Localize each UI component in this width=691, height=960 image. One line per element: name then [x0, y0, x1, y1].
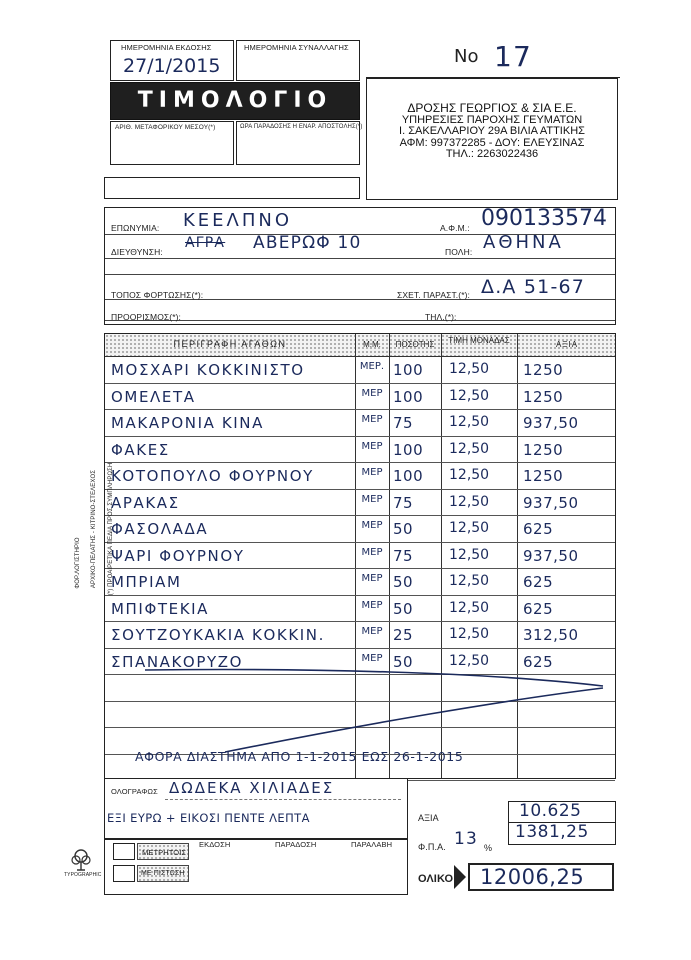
credit-checkbox[interactable]	[113, 865, 135, 882]
customer-name-label: ΕΠΩΝΥΜΙΑ:	[111, 223, 160, 233]
total-label: ΟΛΙΚΟ	[418, 873, 454, 885]
row-quantity: 50	[393, 599, 414, 618]
row-description: ΣΠΑΝΑΚΟΡΥΖΟ	[111, 652, 244, 671]
header-unit: Μ.Μ.	[363, 340, 381, 349]
row-description: ΜΟΣΧΑΡΙ ΚΟΚΚΙΝΙΣΤΟ	[111, 361, 305, 379]
vat-rate: 13	[454, 829, 479, 849]
row-unit-price: 12,50	[449, 493, 490, 510]
phone-label: ΤΗΛ.(*):	[425, 312, 457, 322]
period-note: ΑΦΟΡΑ ΔΙΑΣΤΗΜΑ ΑΠΟ 1-1-2015 ΕΩΣ 26-1-2015	[135, 749, 464, 764]
number-box	[366, 40, 620, 78]
row-value: 312,50	[523, 626, 579, 644]
row-unit-price: 12,50	[449, 652, 490, 669]
destination-label: ΠΡΟΟΡΙΣΜΟΣ(*):	[111, 312, 181, 322]
row-unit: ΜΕΡ	[361, 546, 383, 558]
row-quantity: 100	[393, 440, 424, 459]
vehicle-box	[110, 121, 234, 165]
row-description: ΜΑΚΑΡΟΝΙΑ ΚΙΝΑ	[111, 414, 264, 432]
table-row	[105, 437, 615, 464]
customer-afm-value: 090133574	[481, 206, 607, 231]
total-box	[468, 863, 614, 891]
table-row	[105, 357, 615, 384]
row-quantity: 50	[393, 520, 414, 538]
cash-tag	[137, 843, 189, 860]
customer-address-struck: ΑΓΡΑ	[185, 235, 226, 251]
related-doc-value: Δ.Α 51-67	[481, 276, 586, 298]
row-unit-price: 12,50	[449, 573, 490, 589]
words-box	[104, 779, 408, 839]
side-notes	[58, 410, 114, 670]
dispatch-time-label: ΩΡΑ ΠΑΡΑΔΟΣΗΣ Η ΕΝΑΡ. ΑΠΟΣΤΟΛΗΣ(*)	[240, 124, 363, 130]
row-unit-price: 12,50	[449, 387, 490, 404]
row-value: 625	[523, 652, 554, 671]
credit-tag	[137, 865, 189, 882]
closing-stroke	[105, 664, 617, 754]
payment-box	[104, 839, 408, 895]
row-quantity: 100	[393, 467, 424, 485]
header-unit-price: ΤΙΜΗ ΜΟΝΑΔΑΣ	[448, 336, 510, 345]
header-description: ΠΕΡΙΓΡΑΦΗ ΑΓΑΘΩΝ	[173, 339, 287, 349]
table-row	[105, 543, 615, 570]
row-quantity: 50	[393, 573, 414, 591]
printer-logo-text: TYPOGRAPHIC	[64, 872, 102, 878]
number-label: No	[454, 46, 479, 67]
row-value: 1250	[523, 361, 564, 379]
customer-address-label: ΔΙΕΥΘΥΝΣΗ:	[111, 247, 163, 257]
header-quantity: ΠΟΣΟΤΗΣ	[395, 340, 435, 349]
row-quantity: 100	[393, 361, 424, 379]
issue-date-label: ΗΜΕΡΟΜΗΝΙΑ ΕΚΔΟΣΗΣ	[121, 43, 212, 52]
receipt-signature-label: ΠΑΡΑΛΑΒΗ	[351, 840, 393, 849]
delivery-signature-label: ΠΑΡΑΔΟΣΗ	[275, 840, 317, 849]
table-row	[105, 596, 615, 623]
side-text-2: ΑΡΧΙΚΟ-ΠΕΛΑΤΗΣ - ΚΙΤΡΙΝΟ-ΣΤΕΛΕΧΟΣ	[91, 469, 97, 589]
vat-label: Φ.Π.Α.	[418, 842, 446, 852]
issuer-phone: ΤΗΛ.: 2263022436	[445, 148, 539, 160]
value-box	[508, 801, 616, 823]
cash-label: ΜΕΤΡΗΤΟΙΣ	[142, 848, 187, 857]
table-row	[105, 622, 615, 649]
table-rows	[105, 357, 615, 717]
tree-icon	[70, 848, 92, 872]
row-unit: ΜΕΡ	[361, 440, 383, 452]
row-unit: ΜΕΡ	[361, 652, 383, 664]
row-unit: ΜΕΡ	[361, 493, 383, 505]
row-description: ΨΑΡΙ ΦΟΥΡΝΟΥ	[111, 546, 245, 565]
row-quantity: 25	[393, 626, 414, 644]
in-words-label: ΟΛΟΓΡΑΦΩΣ	[111, 787, 158, 796]
row-value: 625	[523, 599, 554, 618]
issue-date-box	[110, 40, 234, 81]
value-amount: 10.625	[519, 801, 582, 821]
row-unit: ΜΕΡ	[361, 520, 383, 531]
row-unit-price: 12,50	[449, 467, 490, 483]
row-unit-price: 12,50	[449, 546, 490, 563]
row-quantity: 50	[393, 652, 414, 671]
header-value: ΑΞΙΑ	[555, 340, 579, 349]
vat-box	[508, 823, 616, 845]
row-description: ΚΟΤΟΠΟΥΛΟ ΦΟΥΡΝΟΥ	[111, 467, 314, 485]
printer-logo	[64, 848, 102, 888]
row-unit-price: 12,50	[449, 626, 490, 642]
row-description: ΟΜΕΛΕΤΑ	[111, 387, 196, 406]
customer-name-value: ΚΕΕΛΠΝΟ	[183, 210, 293, 231]
table-row	[105, 463, 615, 490]
total-amount: 12006,25	[480, 865, 585, 889]
row-value: 1250	[523, 440, 564, 459]
number-value: 17	[494, 40, 533, 73]
transaction-date-box	[236, 40, 360, 81]
row-quantity: 75	[393, 414, 414, 432]
loading-place-label: ΤΟΠΟΣ ΦΟΡΤΩΣΗΣ(*):	[111, 290, 204, 300]
dispatch-time-box	[236, 121, 363, 165]
issuer-address: Ι. ΣΑΚΕΛΛΑΡΙΟΥ 29Α ΒΙΛΙΑ ΑΤΤΙΚΗΣ	[399, 125, 585, 137]
issuer-name: ΔΡΟΣΗΣ ΓΕΩΡΓΙΟΣ & ΣΙΑ Ε.Ε.	[407, 101, 577, 115]
row-description: ΦΑΚΕΣ	[111, 440, 170, 459]
row-value: 625	[523, 520, 554, 538]
value-label: ΑΞΙΑ	[418, 813, 439, 823]
issue-date-value: 27/1/2015	[123, 55, 221, 77]
row-value: 937,50	[523, 493, 579, 512]
row-description: ΜΠΡΙΑΜ	[111, 573, 182, 591]
row-unit: ΜΕΡ.	[359, 361, 385, 372]
issuer-tax: ΑΦΜ: 997372285 - ΔΟΥ: ΕΛΕΥΣΙΝΑΣ	[399, 136, 585, 149]
row-description: ΑΡΑΚΑΣ	[111, 493, 180, 512]
customer-city-label: ΠΟΛΗ:	[445, 247, 473, 257]
row-description: ΜΠΙΦΤΕΚΙΑ	[111, 599, 210, 618]
row-unit: ΜΕΡ	[361, 599, 383, 611]
customer-address-value: ΑΒΕΡΩΦ 10	[253, 233, 362, 253]
customer-afm-label: Α.Φ.Μ.:	[440, 223, 470, 233]
side-text-1: ΦΟΡ.ΛΟΓΙΣΤΗΡΙΟ	[75, 537, 81, 589]
table-row	[105, 516, 615, 543]
totals-column	[408, 779, 616, 899]
row-unit: ΜΕΡ	[361, 573, 383, 584]
row-value: 937,50	[523, 546, 579, 565]
row-quantity: 75	[393, 546, 414, 565]
row-unit-price: 12,50	[449, 414, 490, 430]
row-unit: ΜΕΡ	[361, 387, 383, 399]
table-row	[105, 410, 615, 437]
side-text-3: (*) ΠΡΟΑΙΡΕΤΙΚΑ ΠΕΔΙΑ ΠΡΟΣ ΣΥΜΠΛΗΡΩΣΗ	[108, 462, 114, 596]
row-value: 625	[523, 573, 554, 591]
row-unit: ΜΕΡ	[361, 414, 383, 425]
invoice-title: ΤΙΜΟΛΟΓΙΟ	[137, 88, 333, 113]
customer-city-value: ΑΘΗΝΑ	[483, 232, 564, 253]
vat-amount: 1381,25	[515, 822, 589, 842]
row-quantity: 100	[393, 387, 424, 406]
in-words-line1: ΔΩΔΕΚΑ ΧΙΛΙΑΔΕΣ	[169, 779, 335, 797]
customer-box	[104, 207, 616, 325]
issuer-activity: ΥΠΗΡΕΣΙΕΣ ΠΑΡΟΧΗΣ ΓΕΥΜΑΤΩΝ	[401, 113, 583, 126]
table-row	[105, 384, 615, 411]
row-unit-price: 12,50	[449, 361, 490, 377]
related-doc-label: ΣΧΕΤ. ΠΑΡΑΣΤ.(*):	[397, 290, 470, 300]
total-arrow-icon	[454, 865, 466, 889]
credit-label: ΜΕ ΠΙΣΤΩΣΗ	[141, 870, 185, 877]
transaction-date-label: ΗΜΕΡΟΜΗΝΙΑ ΣΥΝΑΛΛΑΓΗΣ	[244, 43, 349, 52]
table-row	[105, 490, 615, 517]
in-words-line2: ΕΞΙ ΕΥΡΩ + ΕΙΚΟΣΙ ΠΕΝΤΕ ΛΕΠΤΑ	[107, 811, 310, 825]
issuer-box	[366, 78, 618, 200]
vehicle-label: ΑΡΙΘ. ΜΕΤΑΦΟΡΙΚΟΥ ΜΕΣΟΥ(*)	[115, 124, 216, 131]
blank-bar	[104, 177, 360, 199]
issuer-details	[367, 103, 617, 161]
row-value: 1250	[523, 467, 564, 485]
row-description: ΦΑΣΟΛΑΔΑ	[111, 520, 209, 538]
vat-pct: %	[484, 843, 493, 853]
row-quantity: 75	[393, 493, 414, 512]
row-description: ΣΟΥΤΖΟΥΚΑΚΙΑ ΚΟΚΚΙΝ.	[111, 626, 325, 644]
row-unit-price: 12,50	[449, 520, 490, 536]
cash-checkbox[interactable]	[113, 843, 135, 860]
table-row	[105, 569, 615, 596]
row-unit-price: 12,50	[449, 599, 490, 616]
issue-signature-label: ΕΚΔΟΣΗ	[199, 840, 231, 849]
row-unit: ΜΕΡ	[361, 626, 383, 637]
row-unit: ΜΕΡ	[361, 467, 383, 478]
row-value: 1250	[523, 387, 564, 406]
invoice-title-banner	[110, 82, 360, 120]
row-unit-price: 12,50	[449, 440, 490, 457]
row-value: 937,50	[523, 414, 579, 432]
items-table	[104, 333, 616, 779]
